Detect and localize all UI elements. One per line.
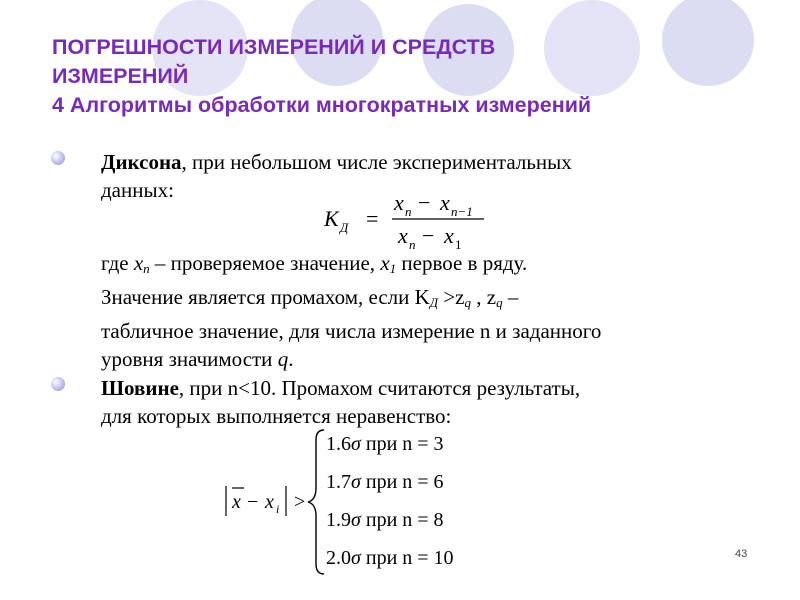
where-text-2: – проверяемое значение, [149, 251, 381, 275]
dixon-intro: , при небольшом числе экспериментальных [181, 150, 572, 174]
lhs-xi: x [265, 491, 274, 513]
chauvenet-name: Шовине [101, 376, 179, 400]
bullet-icon [51, 377, 65, 391]
title-line-3: 4 Алгоритмы обработки многократных измерений [52, 93, 592, 117]
miss-text-4: – [502, 285, 519, 309]
lhs-greater: > [294, 491, 306, 513]
where-text: где [101, 251, 134, 275]
formula-den-b-sub: 1 [455, 237, 462, 252]
formula-den-minus: − [422, 223, 435, 248]
case-row: 2.0σ при n = 10 [326, 547, 454, 569]
lhs-x-bar: x [232, 491, 241, 513]
dixon-name: Диксона [101, 150, 182, 174]
page-number: 43 [735, 548, 748, 560]
formula-num-minus: − [418, 190, 431, 215]
formula-k: K [324, 206, 339, 231]
formula-k-sub: Д [340, 220, 349, 235]
chauvenet-intro: , при n<10. Промахом считаются результаты, [178, 376, 581, 400]
formula-den-b: x [444, 223, 454, 248]
title-line-1: ПОГРЕШНОСТИ ИЗМЕРЕНИЙ И СРЕДСТВ [52, 35, 496, 59]
xn-sub: n [143, 261, 150, 276]
level-text: уровня значимости [101, 347, 278, 371]
miss-text-2: >z [438, 285, 465, 309]
formula-equals: = [366, 206, 379, 231]
chauvenet-paragraph [101, 374, 761, 430]
case-row: 1.6σ при n = 3 [326, 433, 444, 455]
kd-sub: Д [429, 295, 439, 310]
slide-title [52, 33, 772, 120]
bullet-icon [51, 151, 65, 165]
formula-den-a-sub: n [409, 237, 416, 252]
dixon-intro-line2: данных: [101, 178, 174, 202]
where-text-3: первое в ряду. [396, 251, 528, 275]
x1-symbol: x [380, 251, 390, 275]
formula-num-b-sub: n−1 [451, 204, 473, 219]
table-value-text: табличное значение, для числа измерение n и заданного [101, 319, 602, 343]
cases-group [326, 433, 454, 569]
zq2-sub: q [496, 295, 503, 310]
level-period: . [288, 347, 294, 371]
formula-num-a-sub: n [405, 204, 412, 219]
xn-symbol: x [133, 251, 144, 275]
miss-text-1: Значение является промахом, если K [101, 285, 430, 309]
dixon-formula [322, 186, 492, 254]
zq-sub: q [464, 295, 471, 310]
formula-num-a: x [394, 190, 404, 215]
chauvenet-intro-line2: для которых выполняется неравенство: [101, 404, 452, 428]
dixon-explanation [101, 249, 761, 373]
case-row: 1.7σ при n = 6 [326, 471, 444, 493]
case-brace [308, 430, 324, 574]
chauvenet-formula [220, 424, 520, 580]
formula-num-b: x [440, 190, 450, 215]
title-line-2: ИЗМЕРЕНИЙ [52, 64, 189, 88]
formula-den-a: x [398, 223, 408, 248]
lhs-minus: − [247, 491, 259, 513]
q-symbol: q [277, 347, 289, 371]
case-row: 1.9σ при n = 8 [326, 509, 444, 531]
lhs-xi-sub: i [276, 502, 280, 516]
miss-text-3: , z [470, 285, 497, 309]
x1-sub: 1 [389, 261, 397, 276]
